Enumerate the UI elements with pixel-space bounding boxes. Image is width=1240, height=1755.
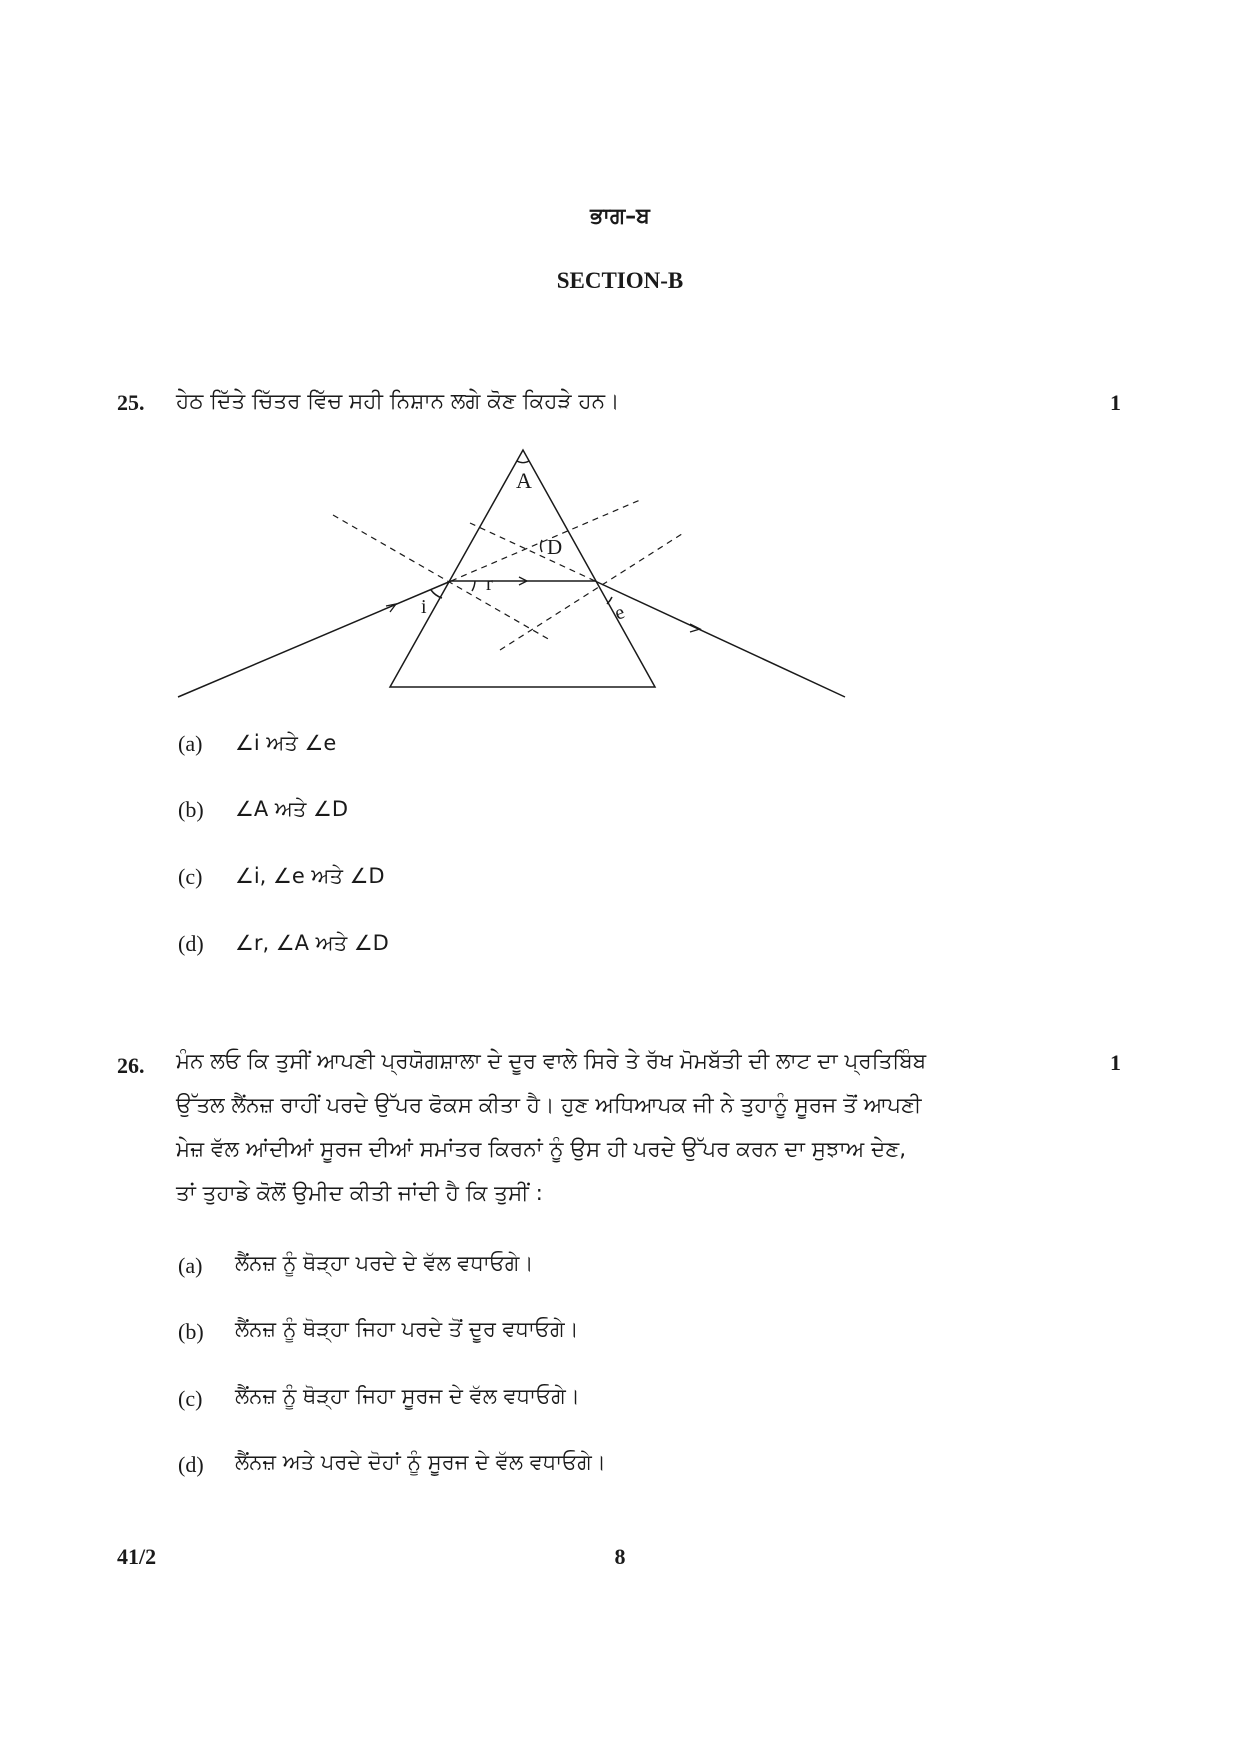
label-a: A	[516, 468, 532, 493]
section-title-punjabi: ਭਾਗ–ਬ	[590, 204, 650, 229]
angle-a-arc	[517, 461, 529, 463]
q26-option-b-text: ਲੈਂਨਜ਼ ਨੂੰ ਥੋੜ੍ਹਾ ਜਿਹਾ ਪਰਦੇ ਤੋਂ ਦੂਰ ਵਧਾਓਗੇ।	[235, 1317, 579, 1341]
q26-option-b-label: (b)	[178, 1319, 204, 1344]
label-i: i	[421, 596, 427, 618]
prism-refraction-diagram	[170, 440, 850, 710]
emergent-ray	[595, 581, 845, 697]
paper-code: 41/2	[117, 1544, 157, 1569]
question-26-line-3: ਮੇਜ਼ ਵੱਲ ਆਂਦੀਆਂ ਸੂਰਜ ਦੀਆਂ ਸਮਾਂਤਰ ਕਿਰਨਾਂ ਨੂੰ ਉਸ ਹੀ ਪਰਦੇ ਉੱਪਰ ਕਰਨ ਦਾ ਸੁਝਾਅ ਦੇਣ,	[176, 1137, 907, 1162]
q26-option-d-text: ਲੈਂਨਜ਼ ਅਤੇ ਪਰਦੇ ਦੋਹਾਂ ਨੂੰ ਸੂਰਜ ਦੇ ਵੱਲ ਵਧਾਓਗੇ।	[235, 1450, 606, 1474]
question-26-marks: 1	[1110, 1050, 1121, 1075]
question-25-text: ਹੇਠ ਦਿੱਤੇ ਚਿੱਤਰ ਵਿੱਚ ਸਹੀ ਨਿਸ਼ਾਨ ਲਗੇ ਕੋਣ ਕਿਹੜੇ ਹਨ।	[176, 389, 620, 414]
q25-option-b-text: ∠A ਅਤੇ ∠D	[235, 797, 349, 821]
angle-e-arc	[607, 597, 612, 604]
q25-option-c-label: (c)	[178, 864, 203, 889]
q25-option-a-label: (a)	[178, 731, 203, 756]
incident-ray	[178, 581, 451, 697]
normal-first-face	[333, 515, 550, 640]
angle-d-arc	[541, 540, 542, 552]
q26-option-c-label: (c)	[178, 1386, 203, 1411]
question-25-number: 25.	[117, 390, 145, 415]
q26-option-a-label: (a)	[178, 1253, 203, 1278]
q25-option-a-text: ∠i ਅਤੇ ∠e	[235, 731, 337, 755]
label-d: D	[547, 535, 563, 559]
question-25-marks: 1	[1110, 390, 1121, 415]
q26-option-a-text: ਲੈਂਨਜ਼ ਨੂੰ ਥੋੜ੍ਹਾ ਪਰਦੇ ਦੇ ਵੱਲ ਵਧਾਓਗੇ।	[235, 1251, 534, 1275]
angle-i-arc	[431, 590, 442, 598]
q26-option-c-text: ਲੈਂਨਜ਼ ਨੂੰ ਥੋੜ੍ਹਾ ਜਿਹਾ ਸੂਰਜ ਦੇ ਵੱਲ ਵਧਾਓਗੇ।	[235, 1384, 580, 1408]
q25-option-d-text: ∠r, ∠A ਅਤੇ ∠D	[235, 931, 389, 955]
question-26-number: 26.	[117, 1053, 145, 1078]
section-title-english: SECTION-B	[556, 268, 684, 293]
incident-ray-extension	[451, 500, 640, 581]
question-26-text	[176, 1040, 1076, 1216]
label-e: e	[611, 601, 628, 625]
question-26-line-2: ਉੱਤਲ ਲੈਂਨਜ਼ ਰਾਹੀਂ ਪਰਦੇ ਉੱਪਰ ਫੋਕਸ ਕੀਤਾ ਹੈ। ਹੁਣ ਅਧਿਆਪਕ ਜੀ ਨੇ ਤੁਹਾਨੂੰ ਸੂਰਜ ਤੋਂ ਆਪਣੀ	[176, 1093, 922, 1118]
normal-second-face	[500, 532, 685, 650]
angle-r-arc	[472, 581, 475, 591]
page-number: 8	[614, 1544, 626, 1569]
question-26-line-4: ਤਾਂ ਤੁਹਾਡੇ ਕੋਲੋਂ ਉਮੀਦ ਕੀਤੀ ਜਾਂਦੀ ਹੈ ਕਿ ਤੁਸੀਂ :	[176, 1181, 543, 1206]
q25-option-d-label: (d)	[178, 931, 204, 956]
q26-option-d-label: (d)	[178, 1452, 204, 1477]
question-26-line-1: ਮੰਨ ਲਓ ਕਿ ਤੁਸੀਂ ਆਪਣੀ ਪ੍ਰਯੋਗਸ਼ਾਲਾ ਦੇ ਦੂਰ ਵਾਲੇ ਸਿਰੇ ਤੇ ਰੱਖ ਮੋਮਬੱਤੀ ਦੀ ਲਾਟ ਦਾ ਪ੍ਰਤਿਬਿੰਬ	[176, 1049, 927, 1074]
label-r: r	[486, 573, 493, 595]
q25-option-b-label: (b)	[178, 797, 204, 822]
q25-option-c-text: ∠i, ∠e ਅਤੇ ∠D	[235, 864, 385, 888]
